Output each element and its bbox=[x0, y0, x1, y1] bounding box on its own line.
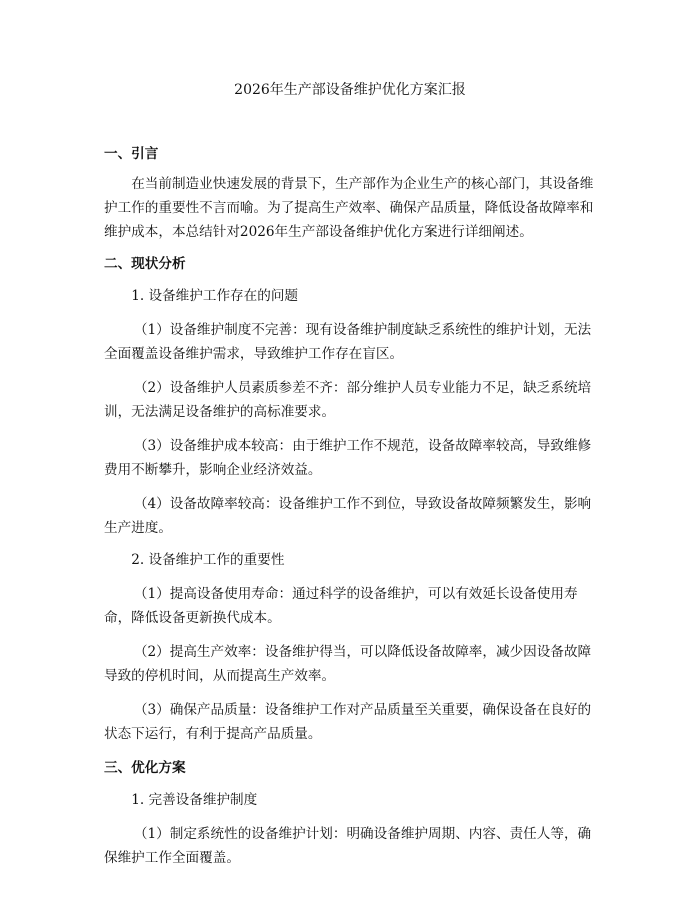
list-item: （4）设备故障率较高：设备维护工作不到位，导致设备故障频繁发生，影响生产进度。 bbox=[104, 496, 592, 536]
list-item: （3）确保产品质量：设备维护工作对产品质量至关重要，确保设备在良好的状态下运行，有利于提高产品质量。 bbox=[104, 702, 592, 742]
subsection-title-problems: 1. 设备维护工作存在的问题 bbox=[131, 288, 299, 304]
list-item: （1）提高设备使用寿命：通过科学的设备维护，可以有效延长设备使用寿命，降低设备更新换代成本。 bbox=[104, 586, 578, 626]
list-item: （1）设备维护制度不完善：现有设备维护制度缺乏系统性的维护计划，无法全面覆盖设备维护需求，导致维护工作存在盲区。 bbox=[104, 322, 592, 362]
list-item: （1）制定系统性的设备维护计划：明确设备维护周期、内容、责任人等，确保维护工作全面覆盖。 bbox=[104, 826, 592, 866]
list-item: （3）设备维护成本较高：由于维护工作不规范，设备故障率较高，导致维修费用不断攀升，影响企业经济效益。 bbox=[104, 438, 592, 478]
subsection-title-importance: 2. 设备维护工作的重要性 bbox=[131, 552, 285, 568]
intro-paragraph: 在当前制造业快速发展的背景下，生产部作为企业生产的核心部门，其设备维护工作的重要性不言而喻。为了提高生产效率、确保产品质量，降低设备故障率和维护成本，本总结针对2026年生产部设备维护优化方案进行详细阐述。 bbox=[104, 176, 594, 240]
document-title: 2026年生产部设备维护优化方案汇报 bbox=[234, 82, 466, 98]
section-heading-plan: 三、优化方案 bbox=[104, 760, 186, 776]
document-body bbox=[104, 140, 600, 870]
list-item: （2）提高生产效率：设备维护得当，可以降低设备故障率，减少因设备故障导致的停机时间，从而提高生产效率。 bbox=[104, 644, 592, 684]
subsection-title-system: 1. 完善设备维护制度 bbox=[131, 792, 258, 808]
list-item: （2）设备维护人员素质参差不齐：部分维护人员专业能力不足，缺乏系统培训，无法满足设备维护的高标准要求。 bbox=[104, 380, 592, 420]
section-heading-intro: 一、引言 bbox=[104, 146, 159, 162]
section-heading-status: 二、现状分析 bbox=[104, 256, 186, 272]
